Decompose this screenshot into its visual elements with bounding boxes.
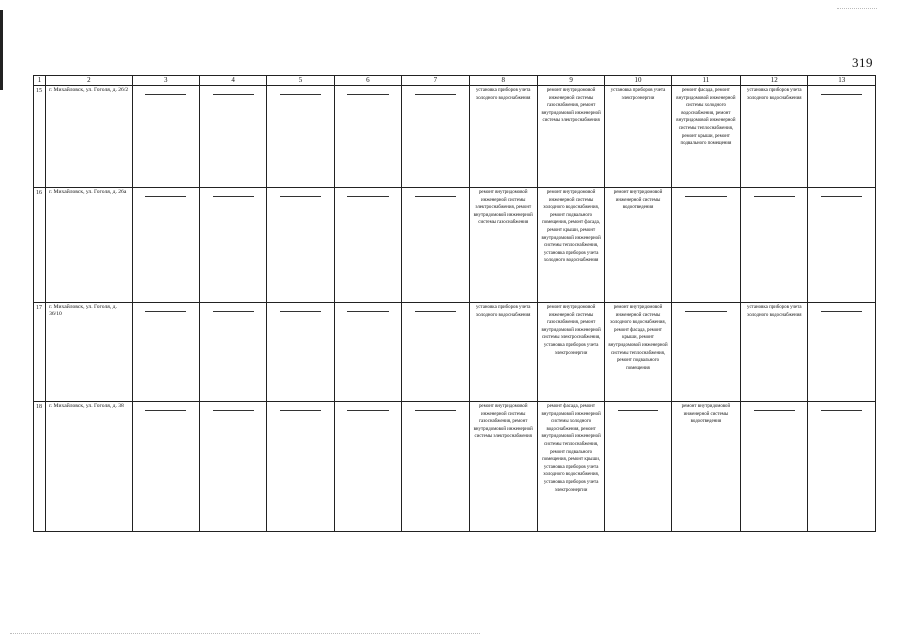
dash-mark <box>145 94 186 95</box>
empty-cell <box>132 188 199 303</box>
address-cell: г. Михайловск, ул. Гоголя, д. 38 <box>46 402 133 532</box>
column-header: 12 <box>741 76 808 86</box>
empty-cell <box>808 402 876 532</box>
work-type-cell: ремонт внутридомовой инженерной системы холодного водоснабжения, ремонт фасада, ремонт крыши, ремонт внутридомовой инженерной системы теплоснабжения, ремонт подвального помещения <box>605 303 671 402</box>
row-number: 18 <box>34 402 46 532</box>
empty-cell <box>267 86 334 188</box>
scan-noise <box>10 633 480 636</box>
dash-mark <box>280 311 321 312</box>
dash-mark <box>213 196 254 197</box>
scan-noise <box>837 8 877 12</box>
column-header: 3 <box>132 76 199 86</box>
work-type-cell: установка приборов учета холодного водоснабжения <box>469 86 537 188</box>
table-row <box>34 86 876 188</box>
dash-mark <box>347 196 388 197</box>
empty-cell <box>334 86 401 188</box>
column-header: 1 <box>34 76 46 86</box>
repair-schedule-table <box>33 75 876 532</box>
empty-cell <box>199 86 266 188</box>
column-header: 7 <box>402 76 469 86</box>
empty-cell <box>132 402 199 532</box>
work-type-cell: ремонт внутридомовой инженерной системы газоснабжения, ремонт внутридомовой инженерной системы электроснабжения, установка приборов учета электроэнергии <box>537 303 604 402</box>
empty-cell <box>199 303 266 402</box>
column-header: 9 <box>537 76 604 86</box>
empty-cell <box>199 402 266 532</box>
dash-mark <box>280 196 321 197</box>
empty-cell <box>808 188 876 303</box>
empty-cell <box>132 86 199 188</box>
dash-mark <box>347 311 388 312</box>
empty-cell <box>402 86 469 188</box>
work-type-cell: установка приборов учета холодного водоснабжения <box>469 303 537 402</box>
column-header: 2 <box>46 76 133 86</box>
table-row <box>34 188 876 303</box>
column-header: 6 <box>334 76 401 86</box>
empty-cell <box>334 303 401 402</box>
dash-mark <box>347 94 388 95</box>
column-header: 5 <box>267 76 334 86</box>
work-type-cell: ремонт внутридомовой инженерной системы газоснабжения, ремонт внутридомовой инженерной системы электроснабжения <box>469 402 537 532</box>
empty-cell <box>267 303 334 402</box>
dash-mark <box>821 94 862 95</box>
empty-cell <box>741 188 808 303</box>
dash-mark <box>415 311 456 312</box>
empty-cell <box>605 402 671 532</box>
column-header: 13 <box>808 76 876 86</box>
empty-cell <box>402 188 469 303</box>
column-header: 8 <box>469 76 537 86</box>
empty-cell <box>334 402 401 532</box>
table-row <box>34 303 876 402</box>
address-cell: г. Михайловск, ул. Гоголя, д. 26а <box>46 188 133 303</box>
column-header: 11 <box>671 76 740 86</box>
work-type-cell: ремонт внутридомовой инженерной системы водоотведения <box>671 402 740 532</box>
empty-cell <box>402 303 469 402</box>
empty-cell <box>808 86 876 188</box>
dash-mark <box>415 196 456 197</box>
empty-cell <box>199 188 266 303</box>
work-type-cell: ремонт внутридомовой инженерной системы холодного водоснабжения, ремонт подвального помещения, ремонт фасада, ремонт крыши, ремонт внутридомовой инженерной системы теплоснабжения, установка приборов учета холодного водоснабжения <box>537 188 604 303</box>
empty-cell <box>741 402 808 532</box>
dash-mark <box>415 94 456 95</box>
scan-edge-mark <box>0 10 3 90</box>
dash-mark <box>347 410 388 411</box>
dash-mark <box>821 410 862 411</box>
dash-mark <box>754 410 795 411</box>
table-row <box>34 402 876 532</box>
dash-mark <box>821 196 862 197</box>
work-type-cell: ремонт внутридомовой инженерной системы электроснабжения, ремонт внутридомовой инженерной системы газоснабжения <box>469 188 537 303</box>
address-cell: г. Михайловск, ул. Гоголя, д. 36/10 <box>46 303 133 402</box>
dash-mark <box>213 311 254 312</box>
work-type-cell: установка приборов учета электроэнергии <box>605 86 671 188</box>
empty-cell <box>267 188 334 303</box>
work-type-cell: установка приборов учета холодного водоснабжения <box>741 303 808 402</box>
work-type-cell: ремонт внутридомовой инженерной системы водоотведения <box>605 188 671 303</box>
dash-mark <box>618 410 659 411</box>
column-header: 4 <box>199 76 266 86</box>
empty-cell <box>132 303 199 402</box>
dash-mark <box>145 196 186 197</box>
work-type-cell: установка приборов учета холодного водоснабжения <box>741 86 808 188</box>
empty-cell <box>671 188 740 303</box>
work-type-cell: ремонт фасада, ремонт внутридомовой инженерной системы холодного водоснабжения, ремонт внутридомовой инженерной системы теплоснабжения, ремонт крыши, ремонт подвального помещения <box>671 86 740 188</box>
dash-mark <box>213 94 254 95</box>
dash-mark <box>415 410 456 411</box>
empty-cell <box>267 402 334 532</box>
row-number: 17 <box>34 303 46 402</box>
row-number: 15 <box>34 86 46 188</box>
dash-mark <box>280 410 321 411</box>
work-type-cell: ремонт внутридомовой инженерной системы газоснабжения, ремонт внутридомовой инженерной системы электроснабжения <box>537 86 604 188</box>
dash-mark <box>685 311 727 312</box>
dash-mark <box>280 94 321 95</box>
row-number: 16 <box>34 188 46 303</box>
address-cell: г. Михайловск, ул. Гоголя, д. 26/2 <box>46 86 133 188</box>
dash-mark <box>754 196 795 197</box>
header-row <box>34 76 876 86</box>
dash-mark <box>821 311 862 312</box>
work-type-cell: ремонт фасада, ремонт внутридомовой инженерной системы холодного водоснабжения, ремонт внутридомовой инженерной системы теплоснабжения, ремонт подвального помещения, ремонт крыши, установка приборов учета холодного водоснабжения, установка приборов учета электроэнергии <box>537 402 604 532</box>
column-header: 10 <box>605 76 671 86</box>
page-number: 319 <box>852 55 873 70</box>
empty-cell <box>402 402 469 532</box>
dash-mark <box>145 311 186 312</box>
empty-cell <box>808 303 876 402</box>
empty-cell <box>334 188 401 303</box>
dash-mark <box>145 410 186 411</box>
dash-mark <box>213 410 254 411</box>
empty-cell <box>671 303 740 402</box>
dash-mark <box>685 196 727 197</box>
